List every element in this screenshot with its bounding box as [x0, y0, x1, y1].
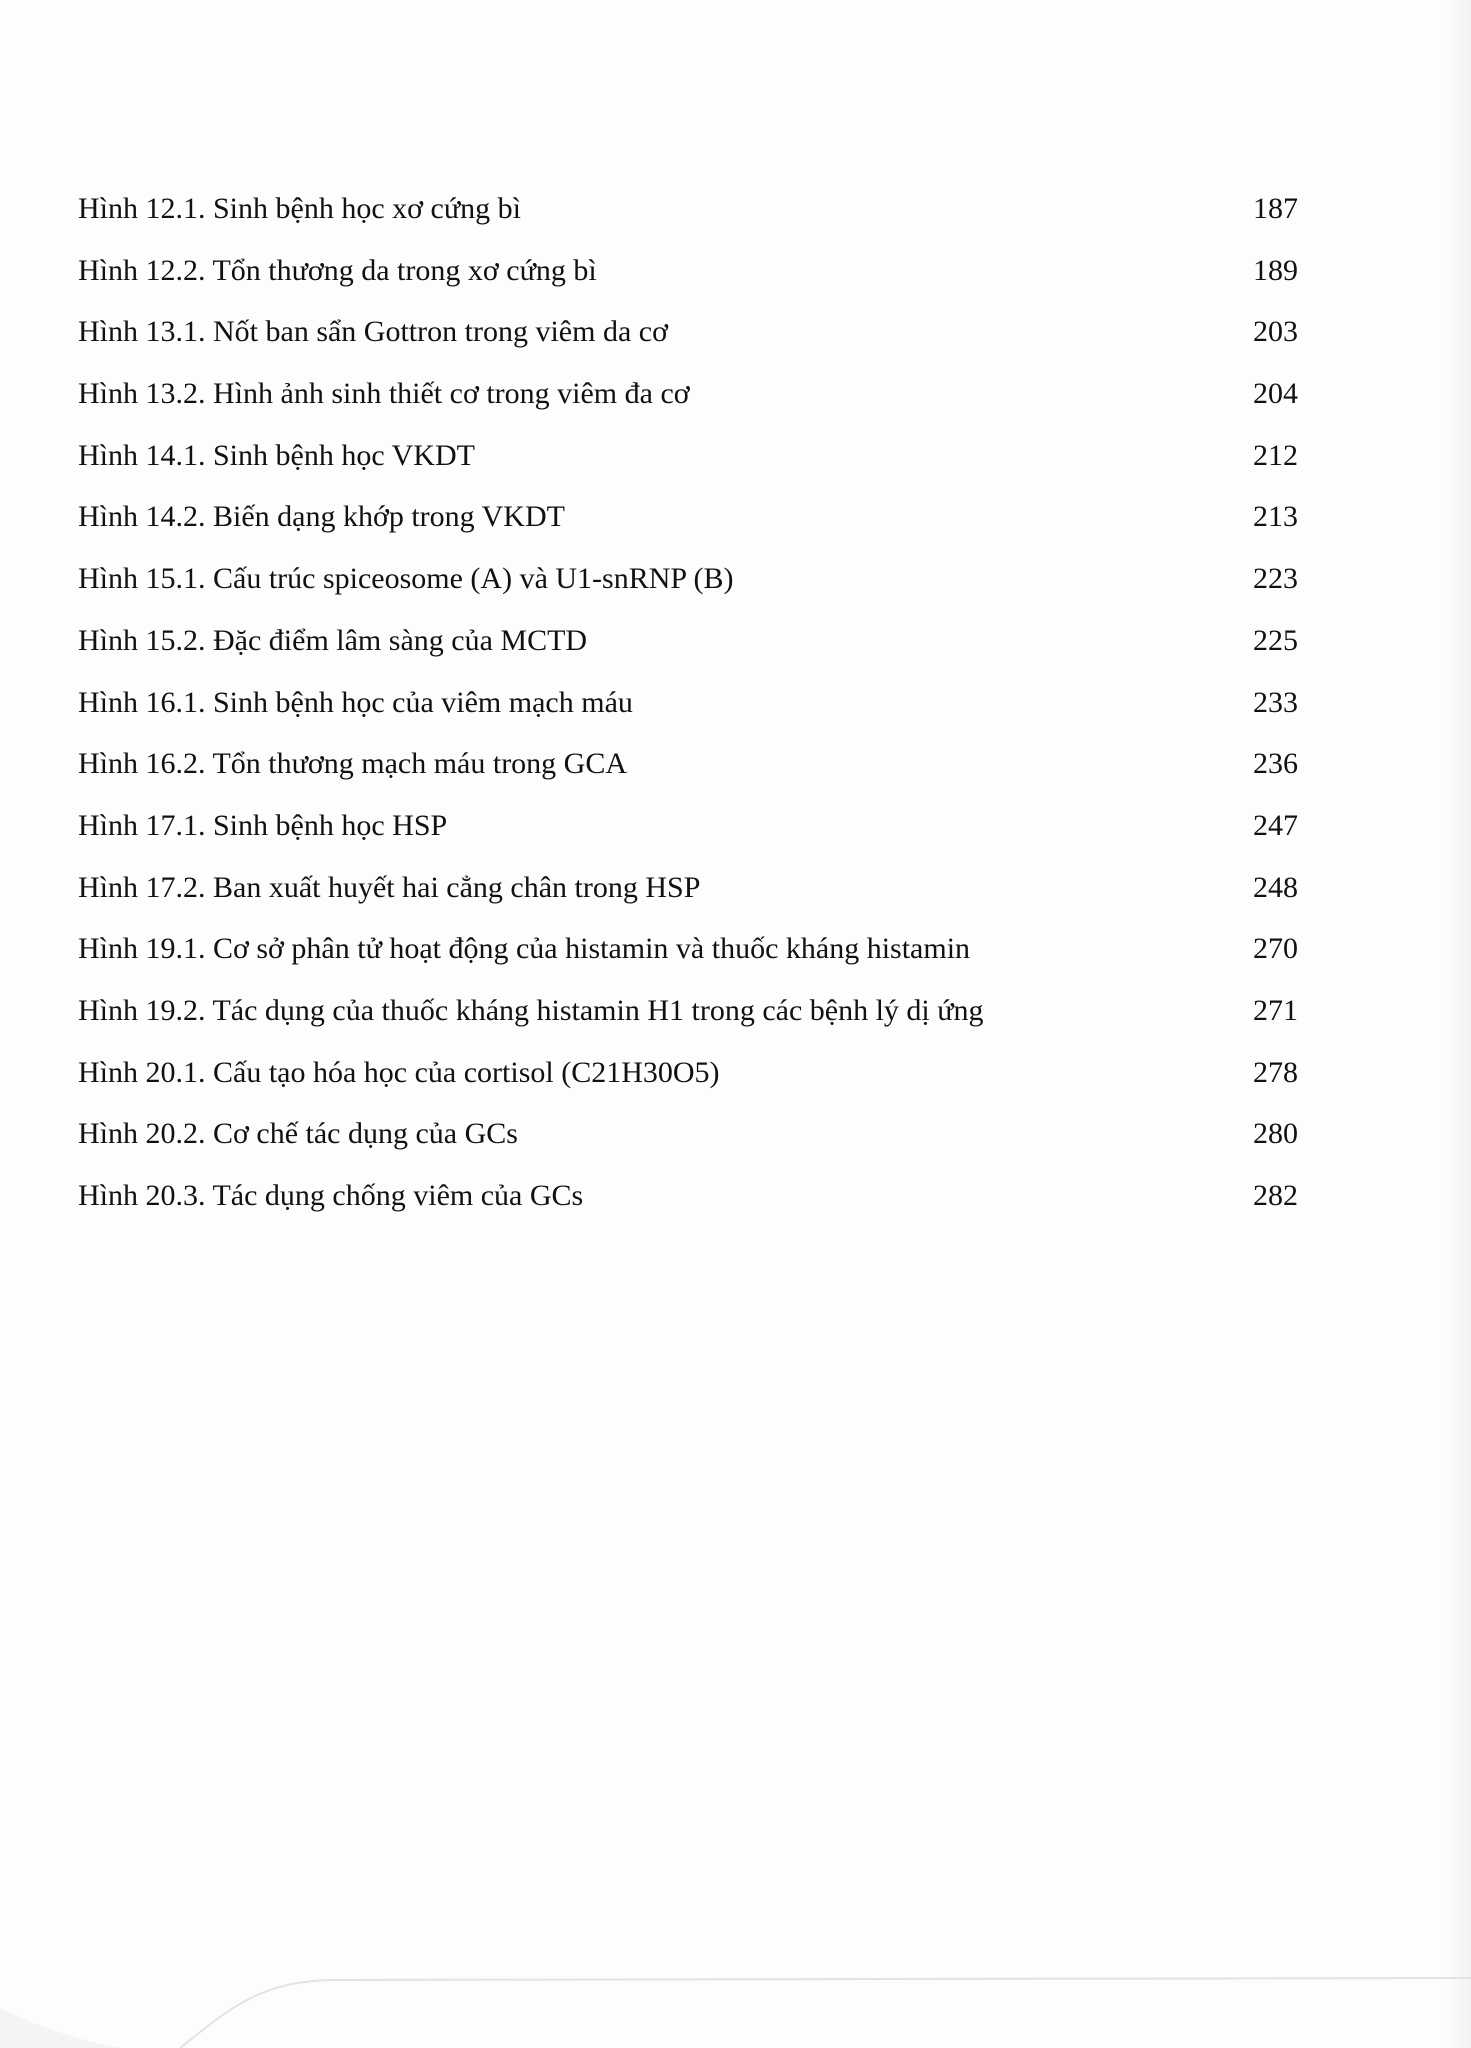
list-item [78, 733, 1298, 795]
figure-page-number: 204 [1253, 377, 1298, 411]
figure-label: Hình 19.2. Tác dụng của thuốc kháng histamin H1 trong các bệnh lý dị ứng [78, 993, 984, 1027]
figure-label: Hình 17.2. Ban xuất huyết hai cẳng chân trong HSP [78, 870, 701, 904]
figure-label: Hình 17.1. Sinh bệnh học HSP [78, 808, 448, 842]
list-item [78, 918, 1298, 980]
figure-page-number: 236 [1253, 747, 1298, 781]
figure-label: Hình 20.2. Cơ chế tác dụng của GCs [78, 1117, 518, 1151]
list-item [78, 980, 1298, 1042]
figure-label: Hình 16.1. Sinh bệnh học của viêm mạch máu [78, 685, 633, 719]
list-item [78, 1042, 1298, 1104]
list-item [78, 301, 1298, 363]
figure-page-number: 270 [1253, 932, 1298, 966]
figure-label: Hình 15.2. Đặc điểm lâm sàng của MCTD [78, 623, 588, 657]
figure-page-number: 278 [1253, 1055, 1298, 1089]
figure-page-number: 203 [1253, 315, 1298, 349]
figure-label: Hình 20.3. Tác dụng chống viêm của GCs [78, 1179, 584, 1212]
figure-list [78, 178, 1298, 1227]
list-item [78, 672, 1298, 734]
scan-edge-shadow [1445, 0, 1471, 2048]
page-curl-edge [0, 1968, 1471, 2048]
figure-label: Hình 13.2. Hình ảnh sinh thiết cơ trong viêm đa cơ [78, 377, 690, 411]
figure-page-number: 212 [1253, 438, 1298, 472]
list-item [78, 795, 1298, 857]
list-item [78, 548, 1298, 610]
figure-page-number: 248 [1253, 870, 1298, 904]
figure-page-number: 247 [1253, 808, 1298, 842]
figure-page-number: 223 [1253, 562, 1298, 596]
figure-page-number: 213 [1253, 500, 1298, 534]
figure-page-number: 225 [1253, 623, 1298, 657]
list-item [78, 486, 1298, 548]
list-item [78, 1103, 1298, 1165]
list-item [78, 178, 1298, 240]
figure-page-number: 280 [1253, 1117, 1298, 1151]
figure-page-number: 187 [1253, 192, 1298, 225]
figure-label: Hình 16.2. Tổn thương mạch máu trong GCA [78, 747, 628, 781]
list-item [78, 1165, 1298, 1227]
figure-page-number: 233 [1253, 685, 1298, 719]
figure-label: Hình 12.2. Tổn thương da trong xơ cứng bì [78, 253, 597, 287]
figure-label: Hình 19.1. Cơ sở phân tử hoạt động của histamin và thuốc kháng histamin [78, 932, 971, 966]
figure-page-number: 271 [1253, 993, 1298, 1027]
list-item [78, 857, 1298, 919]
figure-label: Hình 15.1. Cấu trúc spiceosome (A) và U1-snRNP (B) [78, 562, 734, 596]
figure-label: Hình 13.1. Nốt ban sẩn Gottron trong viêm da cơ [78, 315, 668, 349]
figure-label: Hình 20.1. Cấu tạo hóa học của cortisol (C21H30O5) [78, 1055, 720, 1089]
list-item [78, 610, 1298, 672]
figure-page-number: 282 [1253, 1179, 1298, 1212]
figure-label: Hình 12.1. Sinh bệnh học xơ cứng bì [78, 192, 521, 225]
list-item [78, 363, 1298, 425]
figure-page-number: 189 [1253, 253, 1298, 287]
figure-label: Hình 14.1. Sinh bệnh học VKDT [78, 438, 475, 472]
list-item [78, 425, 1298, 487]
figure-label: Hình 14.2. Biến dạng khớp trong VKDT [78, 500, 565, 534]
list-item [78, 240, 1298, 302]
